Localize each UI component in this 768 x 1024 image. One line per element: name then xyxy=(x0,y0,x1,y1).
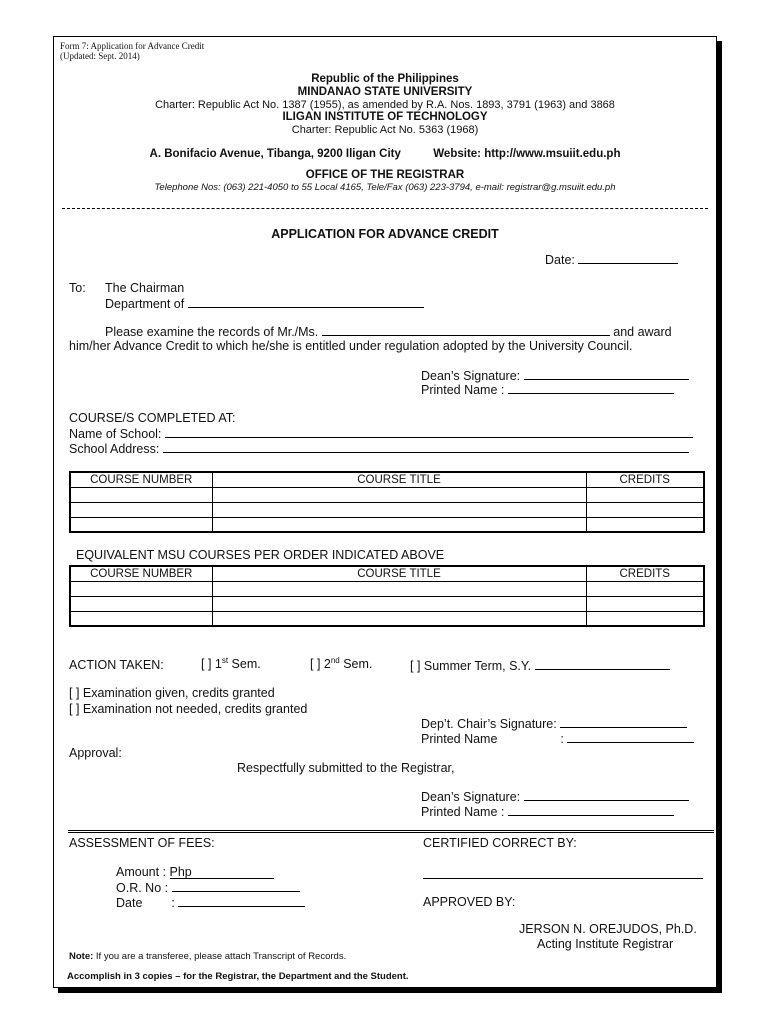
certified-heading: CERTIFIED CORRECT BY: xyxy=(423,836,577,850)
chair-printed-name-label: Printed Name xyxy=(421,732,498,746)
chair-signature-label: Dep’t. Chair’s Signature: xyxy=(421,717,557,731)
form-number: Form 7: Application for Advance Credit xyxy=(60,41,205,51)
header-address: A. Bonifacio Avenue, Tibanga, 9200 Iligan City xyxy=(149,148,401,160)
table-header-row xyxy=(70,472,704,487)
dean-signature-field-2[interactable] xyxy=(421,789,689,804)
chair-printed-name-line[interactable] xyxy=(567,731,694,743)
registrar-name: JERSON N. OREJUDOS, Ph.D. xyxy=(519,922,697,936)
certified-signature-line[interactable] xyxy=(423,878,703,879)
header-divider xyxy=(62,208,708,209)
second-sem-checkbox[interactable] xyxy=(310,656,372,671)
school-year-line[interactable] xyxy=(535,658,670,670)
to-label: To: xyxy=(69,281,86,295)
col-course-title: COURSE TITLE xyxy=(212,472,586,487)
table-cell[interactable] xyxy=(70,502,212,517)
registrar-title: Acting Institute Registrar xyxy=(537,937,674,951)
form-updated: (Updated: Sept. 2014) xyxy=(60,51,140,61)
fees-date-label: Date xyxy=(116,896,143,910)
request-line-1 xyxy=(105,324,672,339)
table-cell[interactable] xyxy=(70,596,212,611)
date-label: Date: xyxy=(545,253,575,267)
transferee-note xyxy=(69,951,346,962)
fees-date-line[interactable] xyxy=(178,895,305,907)
school-name-label: Name of School: xyxy=(69,427,162,441)
copies-note: Accomplish in 3 copies – for the Registrar, the Department and the Student. xyxy=(67,971,409,982)
table-row xyxy=(70,502,704,517)
action-taken-label: ACTION TAKEN: xyxy=(69,658,164,672)
header-website: Website: http://www.msuiit.edu.ph xyxy=(433,148,621,160)
note-text: If you are a transferee, please attach Transcript of Records. xyxy=(93,951,347,962)
table-cell[interactable] xyxy=(212,517,586,532)
chair-printed-name-field[interactable] xyxy=(421,731,694,746)
submitted-to-registrar: Respectfully submitted to the Registrar, xyxy=(237,761,455,775)
table-cell[interactable] xyxy=(70,611,212,626)
to-chairman: The Chairman xyxy=(105,281,185,295)
approved-by-label: APPROVED BY: xyxy=(423,895,516,909)
or-number-label: O.R. No : xyxy=(116,881,169,895)
dean-signature-line-2[interactable] xyxy=(524,789,689,801)
dean-signature-label-2: Dean’s Signature: xyxy=(421,790,521,804)
table-cell[interactable] xyxy=(212,487,586,502)
dean-signature-line-1[interactable] xyxy=(524,368,689,380)
fees-date-field[interactable] xyxy=(116,895,305,910)
date-line[interactable] xyxy=(578,252,678,264)
note-label: Note: xyxy=(69,951,94,962)
header-republic: Republic of the Philippines xyxy=(311,73,459,85)
summer-term-field[interactable] xyxy=(410,658,670,673)
section-divider xyxy=(68,830,714,833)
department-field[interactable] xyxy=(105,296,424,311)
school-name-field[interactable] xyxy=(69,426,693,441)
col-course-title: COURSE TITLE xyxy=(212,566,586,581)
header-university: MINDANAO STATE UNIVERSITY xyxy=(297,86,473,98)
request-line-2: him/her Advance Credit to which he/she is entitled under regulation adopted by the University Council. xyxy=(69,339,633,353)
table-row xyxy=(70,611,704,626)
table-cell[interactable] xyxy=(212,596,586,611)
school-address-field[interactable] xyxy=(69,441,689,456)
second-sem-suffix: Sem. xyxy=(339,657,373,672)
request-text-start: Please examine the records of Mr./Ms. xyxy=(105,325,319,339)
table-cell[interactable] xyxy=(586,517,704,532)
second-sem-sup: nd xyxy=(330,656,340,665)
school-address-label: School Address: xyxy=(69,442,160,456)
fees-date-colon: : xyxy=(171,896,175,910)
dean-printed-name-field-1[interactable] xyxy=(421,382,674,397)
table-cell[interactable] xyxy=(586,487,704,502)
table-cell[interactable] xyxy=(70,581,212,596)
table-cell[interactable] xyxy=(212,611,586,626)
header-charter-2: Charter: Republic Act No. 5363 (1968) xyxy=(291,124,479,136)
form-number-block xyxy=(60,41,204,61)
courses-completed-heading: COURSE/S COMPLETED AT: xyxy=(69,411,236,425)
amount-value: Php xyxy=(169,865,192,879)
table-row xyxy=(70,581,704,596)
first-sem-suffix: Sem. xyxy=(228,657,261,672)
first-sem-sup: st xyxy=(221,656,229,665)
dean-printed-name-line-2[interactable] xyxy=(508,804,674,816)
col-course-number: COURSE NUMBER xyxy=(70,472,212,487)
first-sem-text: [ ] 1 xyxy=(201,657,222,672)
table-cell[interactable] xyxy=(586,581,704,596)
completed-courses-table xyxy=(69,471,705,533)
summer-term-label: [ ] Summer Term, S.Y. xyxy=(410,659,532,673)
chair-printed-name-colon: : xyxy=(560,732,564,746)
table-cell[interactable] xyxy=(212,502,586,517)
equivalent-heading: EQUIVALENT MSU COURSES PER ORDER INDICATED ABOVE xyxy=(76,548,445,562)
table-row xyxy=(70,487,704,502)
amount-field[interactable] xyxy=(116,865,274,879)
col-credits: CREDITS xyxy=(586,566,704,581)
chair-signature-line[interactable] xyxy=(560,716,687,728)
header-charter-1: Charter: Republic Act No. 1387 (1955), as amended by R.A. Nos. 1893, 3791 (1963) and 3868 xyxy=(155,99,615,111)
dean-printed-name-label-1: Printed Name : xyxy=(421,383,505,397)
fees-heading: ASSESSMENT OF FEES: xyxy=(69,836,215,850)
table-cell[interactable] xyxy=(70,517,212,532)
department-label: Department of xyxy=(105,297,185,311)
table-header-row xyxy=(70,566,704,581)
or-number-line[interactable] xyxy=(172,880,300,892)
student-name-line[interactable] xyxy=(322,324,610,336)
request-text-end: and award xyxy=(613,325,672,339)
school-address-line[interactable] xyxy=(163,441,689,453)
date-field[interactable] xyxy=(545,252,678,267)
exam-given-checkbox[interactable]: [ ] Examination given, credits granted xyxy=(69,686,275,700)
first-sem-checkbox[interactable] xyxy=(201,656,261,671)
amount-line[interactable] xyxy=(170,865,274,879)
school-name-line[interactable] xyxy=(165,426,693,438)
dean-signature-field-1[interactable] xyxy=(421,368,689,383)
table-cell[interactable] xyxy=(586,611,704,626)
second-sem-text: [ ] 2 xyxy=(310,657,331,672)
application-form-page xyxy=(53,36,717,988)
amount-label: Amount : xyxy=(116,865,167,879)
header-office: OFFICE OF THE REGISTRAR xyxy=(305,169,465,181)
or-number-field[interactable] xyxy=(116,880,300,895)
table-row xyxy=(70,596,704,611)
form-title: APPLICATION FOR ADVANCE CREDIT xyxy=(271,227,499,241)
header-contacts: Telephone Nos: (063) 221-4050 to 55 Local 4165, Tele/Fax (063) 223-3794, e-mail: registrar@g.msuiit.edu.ph xyxy=(154,182,616,193)
col-course-number: COURSE NUMBER xyxy=(70,566,212,581)
col-credits: CREDITS xyxy=(586,472,704,487)
equivalent-courses-table xyxy=(69,565,705,627)
header-address-line xyxy=(54,148,716,160)
table-cell[interactable] xyxy=(586,502,704,517)
table-row xyxy=(70,517,704,532)
approval-label: Approval: xyxy=(69,746,122,760)
header-institute: ILIGAN INSTITUTE OF TECHNOLOGY xyxy=(282,111,488,123)
dean-printed-name-field-2[interactable] xyxy=(421,804,674,819)
table-cell[interactable] xyxy=(70,487,212,502)
department-line[interactable] xyxy=(188,296,424,308)
dean-printed-name-label-2: Printed Name : xyxy=(421,805,505,819)
exam-not-needed-checkbox[interactable]: [ ] Examination not needed, credits granted xyxy=(69,702,308,716)
table-cell[interactable] xyxy=(586,596,704,611)
dean-signature-label-1: Dean’s Signature: xyxy=(421,369,521,383)
chair-signature-field[interactable] xyxy=(421,716,687,731)
dean-printed-name-line-1[interactable] xyxy=(508,382,674,394)
table-cell[interactable] xyxy=(212,581,586,596)
